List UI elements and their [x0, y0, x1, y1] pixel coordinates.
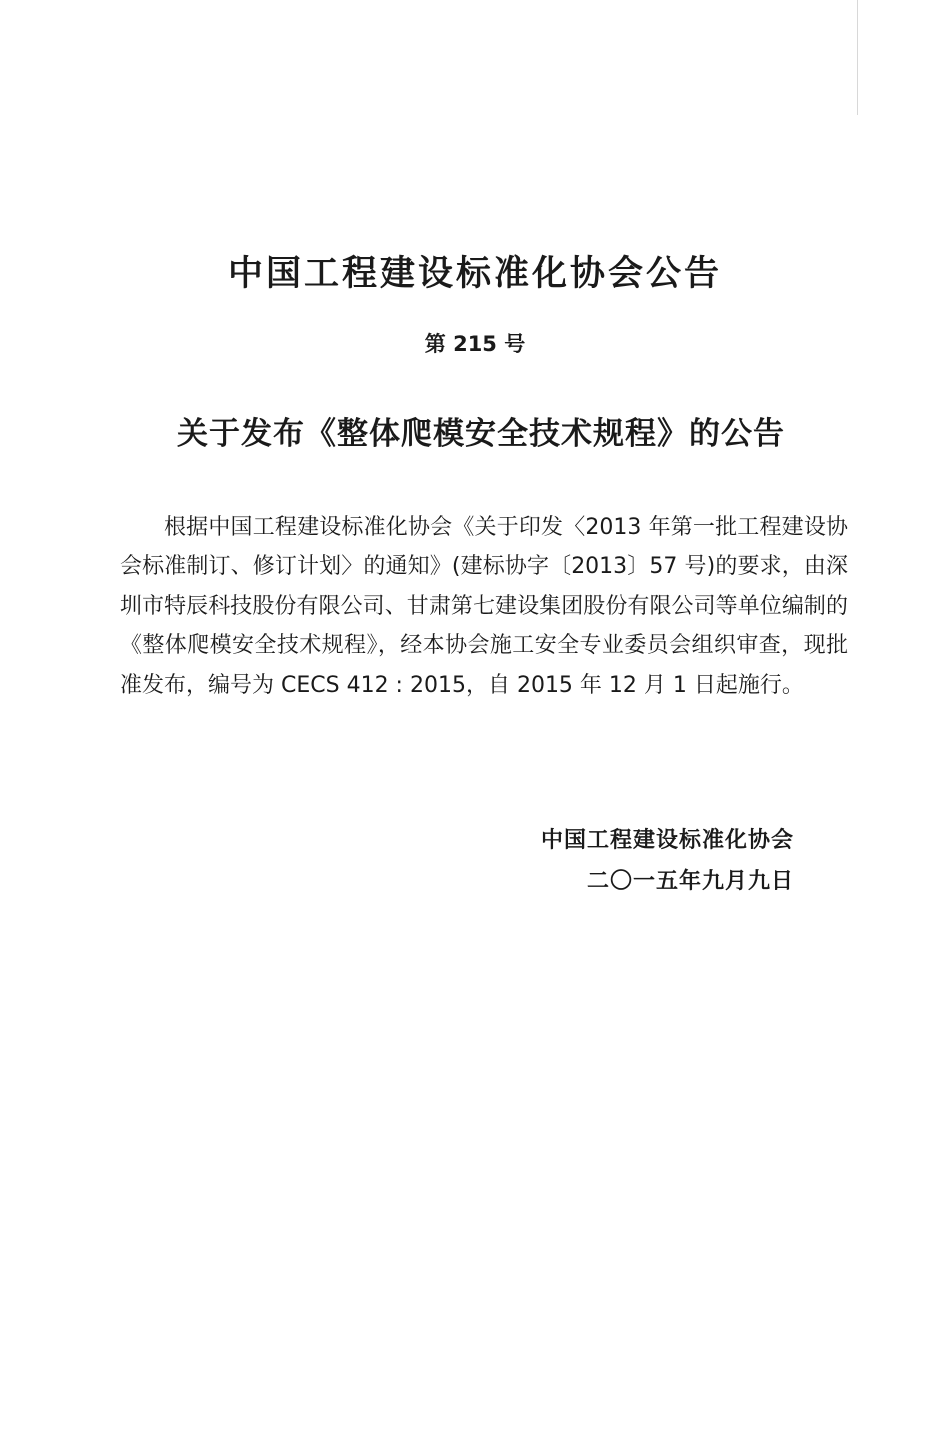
announcement-body: 根据中国工程建设标准化协会《关于印发〈2013 年第一批工程建设协会标准制订、修订计划〉的通知》(建标协字〔2013〕57 号)的要求，由深圳市特辰科技股份有限公司、甘肃第七建设集团股份有限公司等单位编制的《整体爬模安全技术规程》，经本协会施工安全专业委员会组织审查，现批准发布，编号为 CECS 412 : 2015，自 2015 年 12 月 1 日起施行。 [120, 515, 848, 698]
issuer-name: 中国工程建设标准化协会 [540, 828, 794, 853]
page-edge-line [857, 0, 858, 115]
announcement-number: 第 215 号 [424, 332, 526, 356]
announcement-subject: 关于发布《整体爬模安全技术规程》的公告 [177, 416, 785, 452]
announcement-title: 中国工程建设标准化协会公告 [227, 254, 722, 294]
issue-date: 二〇一五年九月九日 [586, 869, 794, 894]
